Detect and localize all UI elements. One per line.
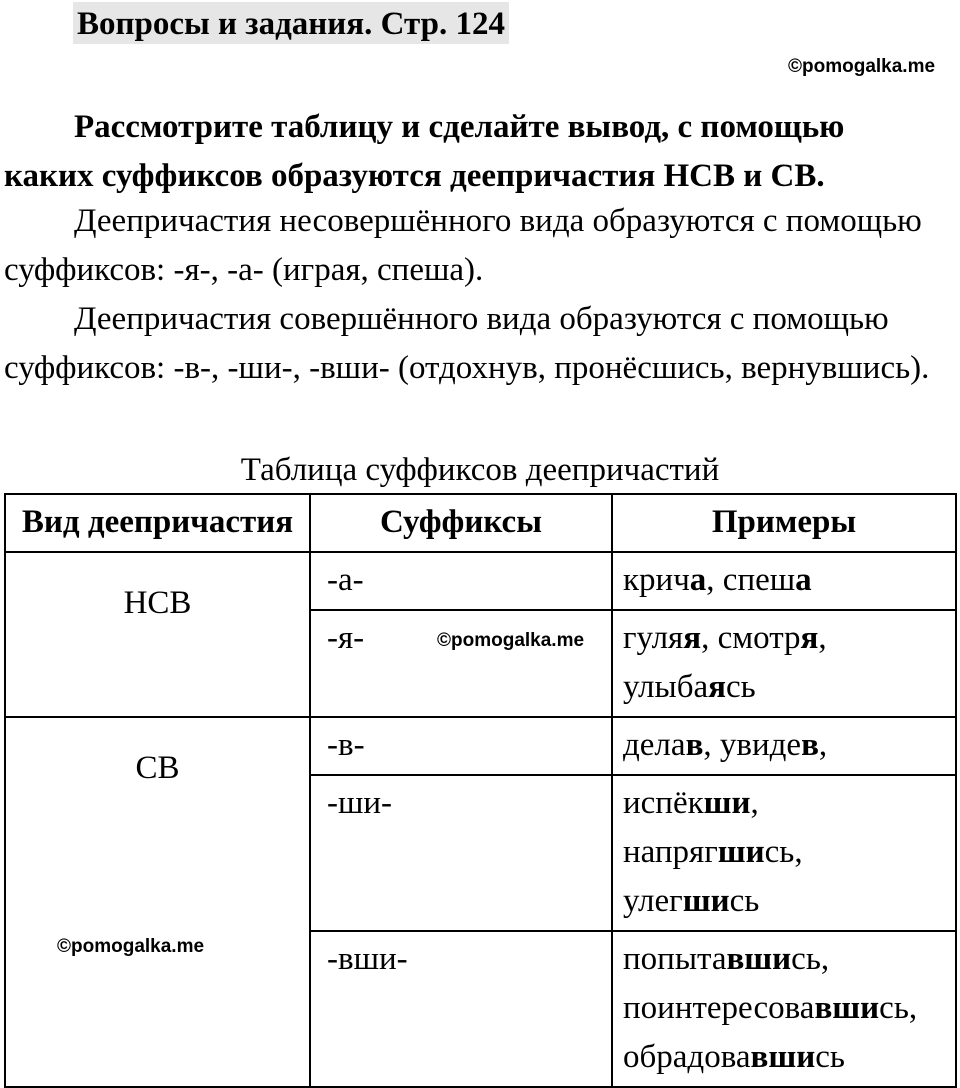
example-line [623,877,955,926]
watermark: ©pomogalka.me [437,630,585,651]
example-line [623,556,955,605]
answer-text [4,197,940,295]
example-fragment: сь, [764,834,803,870]
watermark: ©pomogalka.me [57,936,205,957]
header-examples: Примеры [612,494,956,552]
example-line [623,935,955,984]
header-vid: Вид деепричастия [5,494,310,552]
example-line [623,1033,955,1082]
example-fragment: улег [623,883,683,919]
table-header-row [5,494,956,552]
example-fragment: обрадова [623,1039,751,1075]
suffix-highlight: в [685,727,704,763]
example-fragment: сь [726,669,756,705]
suffix-highlight: вши [814,990,880,1026]
suffix-highlight: я [800,620,819,656]
example-line [623,721,955,770]
suffix-highlight: а [689,562,707,598]
suffix-highlight: в [801,727,819,763]
suffix-highlight: ши [703,785,751,821]
example-fragment: сь, [879,990,918,1026]
table-row [5,717,956,775]
table-caption: Таблица суффиксов деепричастий [240,452,720,488]
examples-cell [612,610,956,717]
suffix-cell: -а- [310,552,612,610]
vid-cell: НСВ [5,552,310,717]
suffix-highlight: вши [750,1039,816,1075]
example-fragment: сь [729,883,760,919]
suffix-cell: -вши- [310,931,612,1087]
suffix-table [4,493,957,1088]
example-fragment: поинтересова [623,990,815,1026]
example-fragment: , [750,785,759,821]
answer-text [4,295,940,393]
example-fragment: , увиде [703,727,802,763]
suffix-highlight: я [683,620,702,656]
example-line [623,779,955,828]
example-fragment: испёк [623,785,704,821]
header-suffixes: Суффиксы [310,494,612,552]
example-line [623,984,955,1033]
answer-paragraph-sv: Деепричастия совершённого вида образуются с помощью суффиксов: -в-, -ши-, -вши- (отдохнув, пронёсшись, вернувшись). [4,301,930,386]
examples-cell [612,931,956,1087]
example-fragment: , смотр [701,620,801,656]
example-line [623,828,955,877]
example-line [623,614,955,663]
example-fragment: дела [623,727,686,763]
example-fragment: сь, [791,941,830,977]
suffix-highlight: ши [682,883,730,919]
example-fragment: гуля [623,620,684,656]
examples-cell [612,717,956,775]
example-fragment: крич [623,562,690,598]
example-fragment: , спеш [706,562,796,598]
question-paragraph: Рассмотрите таблицу и сделайте вывод, с помощью каких суффиксов образуются деепричастия НСВ и СВ. [4,109,845,194]
question-text [4,103,940,201]
example-line [623,663,955,712]
examples-cell [612,775,956,931]
example-fragment: напряг [623,834,718,870]
example-fragment: улыба [623,669,709,705]
example-fragment: , [818,727,828,763]
suffix-cell: -ши- [310,775,612,931]
section-title: Вопросы и задания. Стр. 124 [73,2,509,44]
vid-cell: СВ [5,717,310,1087]
suffix-highlight: а [795,562,812,598]
suffix-highlight: ши [717,834,765,870]
suffix-cell: -в- [310,717,612,775]
suffix-cell: -я- [310,610,612,717]
suffix-highlight: я [708,669,726,705]
example-fragment: , [818,620,827,656]
examples-cell [612,552,956,610]
suffix-highlight: вши [726,941,792,977]
example-fragment: сь [815,1039,845,1075]
answer-paragraph-nsv: Деепричастия несовершённого вида образуются с помощью суффиксов: -я-, -а- (играя, спеша). [4,203,922,288]
table-row [5,552,956,610]
watermark: ©pomogalka.me [788,56,936,77]
example-fragment: попыта [623,941,727,977]
